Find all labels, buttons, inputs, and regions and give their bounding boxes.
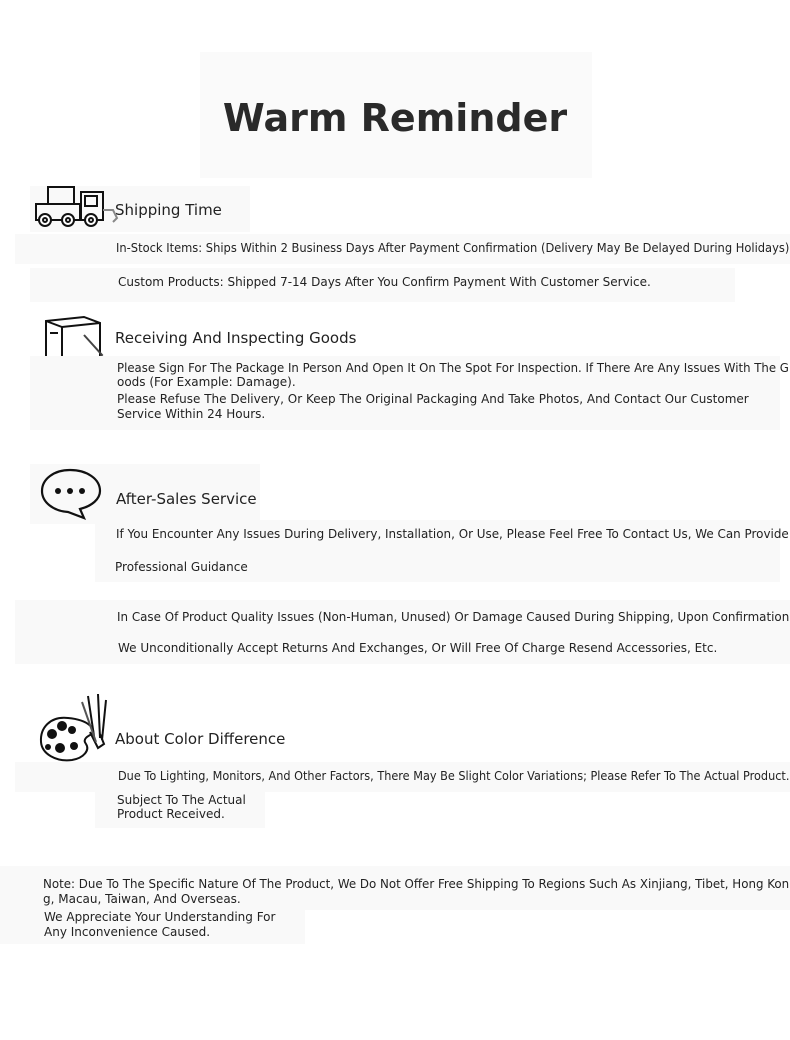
aftersales-contact-text: If You Encounter Any Issues During Delivery, Installation, Or Use, Please Feel Free To Contact Us, We Can Provide	[116, 527, 789, 541]
note-text-line4: Any Inconvenience Caused.	[44, 925, 211, 939]
truck-icon	[33, 184, 119, 230]
note-text-line2: g, Macau, Taiwan, And Overseas.	[43, 892, 241, 906]
receiving-para1-line1: Please Sign For The Package In Person And Open It On The Spot For Inspection. If There Are Any Issues With The G	[117, 361, 789, 375]
shipping-heading: Shipping Time	[115, 201, 222, 219]
color-variation-text: Due To Lighting, Monitors, And Other Factors, There May Be Slight Color Variations; Please Refer To The Actual Product.	[118, 769, 790, 783]
page-title: Warm Reminder	[222, 96, 568, 140]
note-text-line1: Note: Due To The Specific Nature Of The Product, We Do Not Offer Free Shipping To Regions Such As Xinjiang, Tibet, Hong Kon	[43, 877, 790, 891]
chat-bubble-icon	[38, 466, 104, 522]
color-heading: About Color Difference	[115, 730, 286, 748]
receiving-para2-line2: Service Within 24 Hours.	[117, 407, 266, 421]
receiving-para1-line2: oods (For Example: Damage).	[117, 375, 296, 389]
aftersales-returns-text: We Unconditionally Accept Returns And Exchanges, Or Will Free Of Charge Resend Accessories, Etc.	[118, 641, 718, 655]
color-subject-text: Subject To The Actual	[117, 793, 246, 807]
note-text-line3: We Appreciate Your Understanding For	[44, 910, 276, 924]
paint-palette-icon	[38, 692, 116, 764]
aftersales-quality-text: In Case Of Product Quality Issues (Non-Human, Unused) Or Damage Caused During Shipping, Upon Confirmation	[117, 610, 790, 624]
receiving-para2-line1: Please Refuse The Delivery, Or Keep The Original Packaging And Take Photos, And Contact Our Customer	[117, 392, 749, 406]
aftersales-guidance-text: Professional Guidance	[115, 560, 248, 574]
shipping-custom-text: Custom Products: Shipped 7-14 Days After You Confirm Payment With Customer Service.	[118, 275, 651, 289]
aftersales-heading: After-Sales Service	[116, 490, 257, 508]
receiving-heading: Receiving And Inspecting Goods	[115, 329, 357, 347]
color-received-text: Product Received.	[117, 807, 225, 821]
shipping-instock-text: In-Stock Items: Ships Within 2 Business Days After Payment Confirmation (Delivery May Be Delayed During Holidays)	[116, 241, 790, 255]
